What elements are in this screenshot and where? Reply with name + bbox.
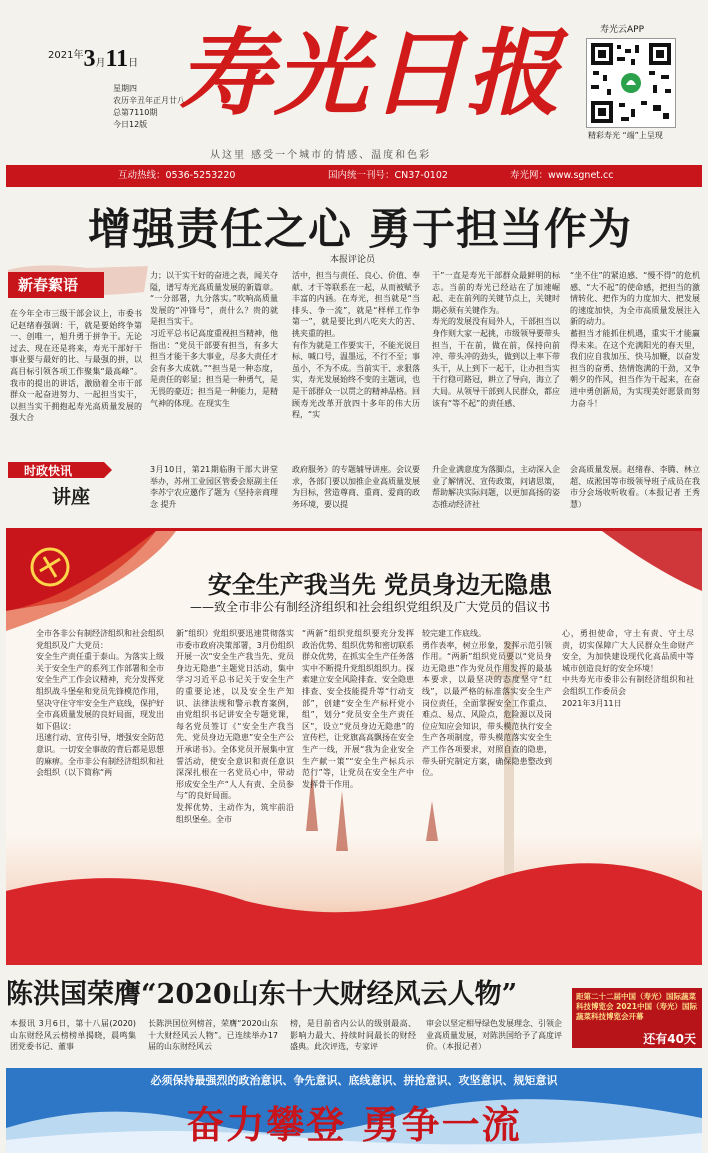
footer-title: 奋力攀登 勇争一流 [186, 1102, 522, 1147]
chen-column-4: 审会以坚定相导绿色发展理念、引领企业高质量发展，对陈洪国给予了高度评价。（本报记者） [426, 1019, 562, 1052]
panel-column-5: 心，勇担使命，守土有责、守土尽责，切实保障广大人民群众生命财产安全，为加快建设现代化高品质中等城市创造良好的安全环境！ 中共寿光市委非公有制经济组织和社会组织工作委员会 2021年3月11日 [562, 629, 694, 708]
qr-code-icon [587, 39, 675, 127]
issue-meta [113, 83, 185, 131]
panel-column-3: “两新”组织党组织要充分发挥政治优势、组织优势和密切联系群众优势，在抓实全生产任务落实中不断提升党组织组织力。探索建立安全风险排查、安全隐患排查、安全技能提升等“行动支部”，创建“安全生产标杆党小组”，划分“党员安全生产责任区”，设立“党员身边无隐患”的宣传栏，让党旗高高飘扬在安全生产一线，开展“我为企业安全生产献一策”“安全生产标兵示范行”等，让党员在安全生产中发挥骨干作用。 [302, 629, 414, 789]
date-year: 2021年 [48, 50, 84, 61]
panel-column-4: 较完建工作底线。 勇作表率，树立形象，发挥示范引领作用。“两新”组织党员要以“党员身边无隐患”作为党员作用发挥的最基本要求，以最坚决的态度坚守“红线”，以最严格的标准落实安全生产岗位责任，全面掌握安全工作重点、难点、易点、风险点，危险源以及岗位应知应会知识，带头模范执行安全生产各项制度，带头模范落实安全生产工作各项要求，对照自查的隐患，带头研究制定方案，确保隐患整改到位。 [422, 629, 552, 778]
panel-column-2: 新”组织）党组织要迅速贯彻落实市委市政府决策部署，3月份组织开展一次“安全生产我当先、党员身边无隐患”主题党日活动，集中学习习近平总书记关于安全生产的重要论述，以及安全生产知识、法律法规和警示教育案例，由党组织书记讲安全专题党课，每名党员签订《“安全生产我当先、党员身边无隐患”安全生产公开承诺书》。全体党员开展集中宣誓活动，使安全意识和责任意识深深扎根在一名党员心中，带动形成安全生产“人人有责、全员参与”的良好局面。 发挥优势、主动作为，筑牢前沿组织堡垒。全市 [176, 629, 294, 824]
masthead-slogan: 从这里 感受一个城市的情感、温度和色彩 [210, 150, 432, 161]
expo-countdown-value: 还有40天 [643, 1032, 696, 1046]
panel-subtitle: ——致全市非公有制经济组织和社会组织党组织及广大党员的倡议书 [189, 600, 550, 614]
shizheng-column-3: 升企业满意度为落脚点，主动深入企业了解情况、宣传政策，问诸思策，帮助解决实际问题，以更加高扬的姿态推动经济社 [432, 465, 560, 509]
xinchun-tag-label: 新春絮语 [18, 276, 79, 294]
lead-column-1: 在今年全市三级干部会议上，市委书记赵绪春强调：干，就是要始终争第一、创唯一，旭升勇于拼争干。无论过去、现在还是将来，寿光干部好干事业要与最好的比、与最强的拼，以高目标引领各项工作聚集“最高峰”。我市的提出的讲话，激励着全市干部群众一起奋进努力、一起担当实干，以担当实干拥抱起寿光高质量发展的强大合 [10, 309, 142, 423]
footer-slogan: 必须保持最强烈的政治意识、争先意识、底线意识、拼抢意识、攻坚意识、规矩意识 [150, 1074, 558, 1087]
issue-number: 总第7110期 [113, 108, 158, 117]
shizheng-tag-label: 时政快讯 [24, 464, 73, 478]
chen-column-1: 本报讯 3月6日，第十八届(2020)山东财经风云榜榜单揭晓，晨鸣集团党委书记、董事 [10, 1019, 136, 1052]
hotline-bar [6, 165, 702, 187]
shizheng-title: 讲座 [52, 486, 91, 508]
lead-headline: 增强责任之心 勇于担当作为 [88, 205, 632, 255]
date-day-unit: 日 [128, 58, 139, 69]
chen-column-3: 榜，是目前省内公认的级别最高、影响力最大、持续时间最长的财经盛典。此次评选，专家评 [290, 1019, 416, 1052]
lead-column-4: 干”一直是寿光干部群众最鲜明的标志。当前的寿光已经站在了加速崛起、走在前列的关键节点上，关键时期必须有关键作为。 寿光的发展没有局外人，干部担当以身作则大家一起挑，市级领导要带头担当，干在前，做在前，保持向前冲、带头冲的劲头，做到以上率下带头干，从上到下一起干，让办担当实干行稳可路冠，耕立了导向，海立了大局。从领导干部到人民群众，都应该有“等不起”的责任感、 [432, 271, 560, 408]
lead-byline: 本报评论员 [330, 255, 376, 265]
issue-date [48, 46, 158, 73]
shizheng-tag [8, 460, 138, 508]
lead-column-2: 力；以干实干好的奋进之表，闻关夺隘，谱写寿光高质量发展的新篇章。 “一分部署，九分落实。”吹响高质量发展的“冲锋号”，责什么？贵的就是担当实干。 习近平总书记高度重视担当精神，他指出：“党员干部要有担当，有多大担当才能干多大事业，尽多大责任才会有多大成就。”“担当是一种态度，是责任的彰显；担当是一种勇气，是无畏的豪迈；担当是一种能力，是精气神的体现。在现实生 [150, 271, 278, 408]
hotline: 互动热线：0536-5253220 [118, 170, 236, 181]
date-month: 3 [83, 46, 96, 72]
expo-countdown-text: 距第二十二届中国（寿光）国际蔬菜科技博览会 2021中国（寿光）国际蔬菜科技博览会开幕 [576, 992, 697, 1021]
expo-countdown [572, 988, 702, 1048]
qr-code[interactable] [586, 38, 676, 128]
page-count: 今日12版 [113, 120, 148, 129]
website-link[interactable]: 寿光网：www.sgnet.cc [510, 170, 614, 181]
lead-column-5: “坐不住”的紧迫感、“慢不得”的危机感、“大不起”的使命感，把担当的激情转化、把作为的力度加大、把发展的速度加快，为全市高质量发展注入新的动力。 蓄担当才能抓住机遇，重实干才能赢得未来。在这个充满阳光的春天里，我们应自我加压、快马加鞭，以奋发担当的奋勇、热情饱满的干劲，又争朝夕的作风，担当作为干起来，在奋进中勇创新局，为实现美好愿景而努力奋斗！ [570, 271, 700, 408]
lunar-date: 农历辛丑年正月廿八 [113, 96, 185, 105]
app-caption: 精彩寿光 “端”上呈现 [588, 131, 663, 140]
panel-column-1: 全市各非公有制经济组织和社会组织党组织及广大党员： 安全生产责任重于泰山。为落实上级关于安全生产的系列工作部署和全市安全生产工作会议精神，充分发挥党组织战斗堡垒和党员先锋模范作用，坚决守住守牢安全生产底线，保护好全市高质量发展的良好局面，现发出如下倡议： 迅速行动、宣传引导，增强安全防范意识。一切安全事故的背后都是思想的麻痹。全市非公有制经济组织和社会组织（以下简称“两 [36, 629, 164, 778]
date-month-unit: 月 [95, 58, 106, 69]
date-day: 11 [105, 46, 129, 72]
masthead-logo: 寿光日报 [178, 19, 563, 129]
shizheng-column-1: 3月10日，第21期临朐干部大讲堂举办，苏州工业园区管委会原副主任李苏宁农应邀作了题为《坚持亲商理念 提升 [150, 465, 278, 509]
lead-column-3: 活中，担当与责任、良心、价值、奉献、才干等联系在一起，从而被赋予丰富的内涵。在寿光，担当就是“当排头、争一流”，就是“样样工作争第一”，就是要比到八吃夹大的苦、挑夹重的担。 有作为就是工作要实干，不能光说目标、喊口号，温墨远，不行不至；事虽小，不为不成。当前实干、求狠落实，寿光发展始终不变的主题词，也是干部群众一以贯之的精神品格。回顾寿光改革开放四十多年的伟大历程，“实 [292, 271, 420, 420]
xinchun-tag [8, 262, 148, 302]
app-label: 寿光云APP [600, 25, 645, 35]
cn-number: 国内统一刊号：CN37-0102 [328, 170, 448, 181]
weekday: 星期四 [113, 84, 137, 93]
chen-column-2: 长陈洪国位列榜首，荣膺“2020山东十大财经风云人物”。已连续举办17届的山东财经风云 [148, 1019, 278, 1052]
chen-headline: 陈洪国荣膺“2020山东十大财经风云人物” [6, 979, 518, 1010]
shizheng-column-4: 会高质量发展。赵绪春、李腾、林立超、成淞国等市级领导班子成员在我市分会场收听收看。（本报记者 王秀慧） [570, 465, 700, 509]
panel-title: 安全生产我当先 党员身边无隐患 [207, 570, 553, 599]
shizheng-column-2: 政府服务》的专题辅导讲座。会议要求，各部门要以加推企业高质量发展为目标，营造尊商、重商、爱商的政务环境，要以提 [292, 465, 420, 509]
